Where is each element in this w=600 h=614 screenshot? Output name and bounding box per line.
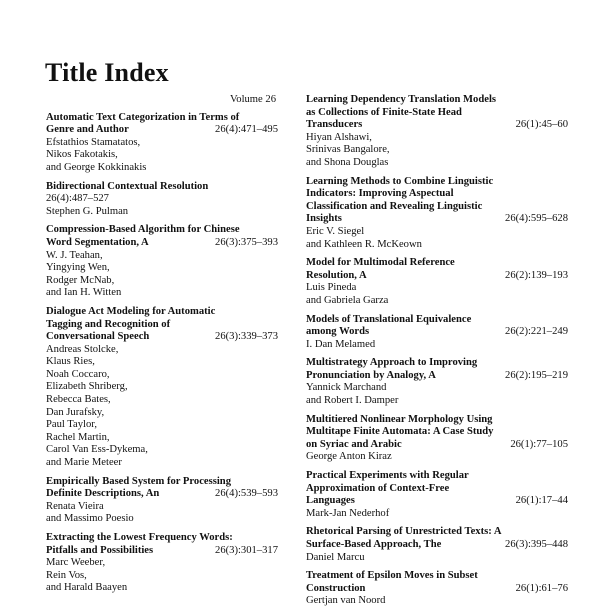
entry-pages: 26(1):17–44 (515, 495, 568, 507)
left-entries (46, 112, 278, 595)
index-entry (306, 570, 568, 608)
entry-title-line (306, 495, 568, 508)
entry-title: Dialogue Act Modeling for Automatic (46, 305, 216, 317)
entry-author: Carol Van Ess-Dykema, (46, 444, 148, 456)
entry-author: and Kathleen R. McKeown (306, 238, 422, 250)
entry-title: Languages (306, 495, 355, 507)
entry-pages: 26(2):139–193 (505, 269, 568, 281)
entry-pages: 26(4):487–527 (46, 193, 109, 205)
entry-title-line (306, 583, 568, 596)
entry-author: and Gabriela Garza (306, 294, 389, 306)
page-title: Title Index (45, 58, 169, 87)
entry-title-line (306, 483, 568, 496)
index-entry (306, 526, 568, 564)
entry-author: Luis Pineda (306, 282, 357, 294)
entry-title: Genre and Author (46, 124, 129, 136)
entry-pages: 26(3):395–448 (505, 539, 568, 550)
entry-pages: 26(2):195–219 (505, 369, 568, 381)
index-entry (46, 112, 278, 175)
entry-pages: 26(3):339–373 (215, 331, 278, 343)
entry-title: Multistrategy Approach to Improving (306, 357, 478, 369)
entry-author: Noah Coccaro, (46, 368, 110, 380)
entry-author: Yannick Marchand (306, 382, 387, 394)
entry-title: Tagging and Recognition of (46, 318, 171, 330)
entry-title-line (46, 306, 278, 319)
index-entry (306, 314, 568, 352)
index-entry (46, 306, 278, 470)
entry-title: Definite Descriptions, An (46, 488, 160, 500)
entry-author: W. J. Teahan, (46, 249, 103, 261)
index-entry (46, 532, 278, 595)
entry-title: Rhetorical Parsing of Unrestricted Texts: A (306, 526, 502, 538)
entry-title-line (306, 119, 568, 132)
entry-title-line (46, 488, 278, 501)
entry-pages: 26(3):375–393 (215, 236, 278, 248)
entry-title-line (306, 370, 568, 383)
entry-author: Daniel Marcu (306, 551, 365, 563)
entry-author: Eric V. Siegel (306, 225, 365, 237)
entry-title-line (306, 314, 568, 327)
entry-title: as Collections of Finite-State Head (306, 106, 462, 118)
entry-author: George Anton Kiraz (306, 451, 392, 463)
entry-title-line (306, 357, 568, 370)
entry-title-line (306, 107, 568, 120)
entry-author: Klaus Ries, (46, 356, 95, 368)
entry-title: Treatment of Epsilon Moves in Subset (306, 570, 478, 582)
entry-title-line (306, 213, 568, 226)
entry-pages: 26(4):471–495 (215, 124, 278, 136)
entry-pages: 26(1):45–60 (515, 119, 568, 131)
index-entry (306, 257, 568, 307)
entry-title-line (306, 326, 568, 339)
right-entries (306, 94, 568, 608)
entry-author: and Ian H. Witten (46, 287, 122, 299)
entry-title: Automatic Text Categorization in Terms of (46, 111, 240, 123)
entry-title: Empirically Based System for Processing (46, 475, 231, 487)
entry-title-line (306, 201, 568, 214)
entry-title-line (46, 181, 278, 194)
entry-title: Multitiered Nonlinear Morphology Using (306, 413, 493, 425)
entry-title-line (46, 331, 278, 344)
entry-author: Rein Vos, (46, 569, 87, 581)
entry-title-line (306, 426, 568, 439)
entry-title-line (46, 124, 278, 137)
entry-title-line (306, 439, 568, 452)
entry-title-line (306, 176, 568, 189)
entry-author: Yingying Wen, (46, 262, 110, 274)
entry-author: Hiyan Alshawi, (306, 131, 372, 143)
left-column (46, 94, 278, 601)
entry-pages: 26(4):595–628 (505, 213, 568, 225)
entry-title: Construction (306, 582, 366, 594)
entry-author: Stephen G. Pulman (46, 205, 129, 217)
entry-author: Marc Weeber, (46, 557, 106, 569)
entry-pages: 26(1):61–76 (515, 582, 568, 594)
entry-title-line (306, 94, 568, 107)
entry-title: Practical Experiments with Regular (306, 470, 469, 482)
entry-author: Rachel Martin, (46, 431, 110, 443)
entry-author: and George Kokkinakis (46, 161, 147, 173)
index-entry (306, 470, 568, 520)
entry-title: Compression-Based Algorithm for Chinese (46, 224, 240, 236)
entry-title: Word Segmentation, A (46, 236, 149, 248)
entry-pages: 26(1):77–105 (510, 438, 568, 450)
entry-pages: 26(3):301–317 (215, 544, 278, 556)
entry-title-line (306, 270, 568, 283)
entry-author: Rodger McNab, (46, 274, 115, 286)
entry-title-line (46, 319, 278, 332)
index-entry (306, 357, 568, 407)
entry-title: Transducers (306, 119, 363, 131)
entry-author: Efstathios Stamatatos, (46, 136, 141, 148)
entry-author: Rebecca Bates, (46, 394, 111, 406)
index-entry (306, 414, 568, 464)
entry-author: Srinivas Bangalore, (306, 144, 390, 156)
index-entry (306, 94, 568, 170)
entry-author: and Harald Baayen (46, 582, 128, 594)
entry-title-line (46, 545, 278, 558)
volume-label: Volume 26 (229, 94, 276, 105)
entry-title: Insights (306, 213, 342, 225)
entry-title: Extracting the Lowest Frequency Words: (46, 532, 233, 543)
entry-author: Elizabeth Shriberg, (46, 381, 128, 393)
entry-title: Pronunciation by Analogy, A (306, 369, 436, 381)
entry-title-line (306, 188, 568, 201)
entry-title: Learning Dependency Translation Models (306, 94, 497, 105)
entry-author: I. Dan Melamed (306, 338, 376, 350)
entry-pages: 26(4):539–593 (215, 488, 278, 500)
entry-title: Conversational Speech (46, 331, 150, 343)
entry-title: Multitape Finite Automata: A Case Study (306, 426, 494, 438)
entry-title-line (306, 526, 568, 539)
entry-author: and Robert I. Damper (306, 395, 399, 407)
entry-title-line (46, 237, 278, 250)
entry-title: among Words (306, 326, 370, 338)
entry-title: Approximation of Context-Free (306, 482, 450, 494)
entry-title-line (306, 414, 568, 427)
index-entry (46, 224, 278, 300)
entry-title-line (46, 112, 278, 125)
entry-author: Mark-Jan Nederhof (306, 507, 390, 519)
entry-author: and Marie Meteer (46, 457, 122, 469)
entry-title: Pitfalls and Possibilities (46, 544, 154, 556)
entry-title-line (306, 539, 568, 552)
entry-title: Learning Methods to Combine Linguistic (306, 175, 494, 187)
right-column (306, 94, 568, 614)
entry-author: Nikos Fakotakis, (46, 149, 118, 161)
index-entry (306, 176, 568, 252)
entry-title: on Syriac and Arabic (306, 438, 402, 450)
entry-author: Paul Taylor, (46, 419, 98, 431)
index-entry (46, 181, 278, 219)
index-entry (46, 476, 278, 526)
entry-author: Andreas Stolcke, (46, 343, 119, 355)
entry-title: Classification and Revealing Linguistic (306, 200, 483, 212)
entry-title-line (46, 532, 278, 545)
entry-title: Bidirectional Contextual Resolution (46, 180, 209, 192)
entry-title-line (306, 257, 568, 270)
entry-title-line (46, 224, 278, 237)
entry-title: Models of Translational Equivalence (306, 313, 472, 325)
entry-pages: 26(2):221–249 (505, 326, 568, 338)
entry-author: Gertjan van Noord (306, 595, 386, 607)
entry-title-line (306, 570, 568, 583)
entry-title: Resolution, A (306, 269, 367, 281)
entry-title: Surface-Based Approach, The (306, 539, 442, 550)
entry-author: and Shona Douglas (306, 156, 389, 168)
entry-title: Indicators: Improving Aspectual (306, 188, 454, 200)
entry-title-line (306, 470, 568, 483)
entry-author: Dan Jurafsky, (46, 406, 105, 418)
entry-author: and Massimo Poesio (46, 513, 134, 525)
entry-author: Renata Vieira (46, 500, 104, 512)
entry-title-line (46, 476, 278, 489)
entry-title: Model for Multimodal Reference (306, 257, 455, 269)
